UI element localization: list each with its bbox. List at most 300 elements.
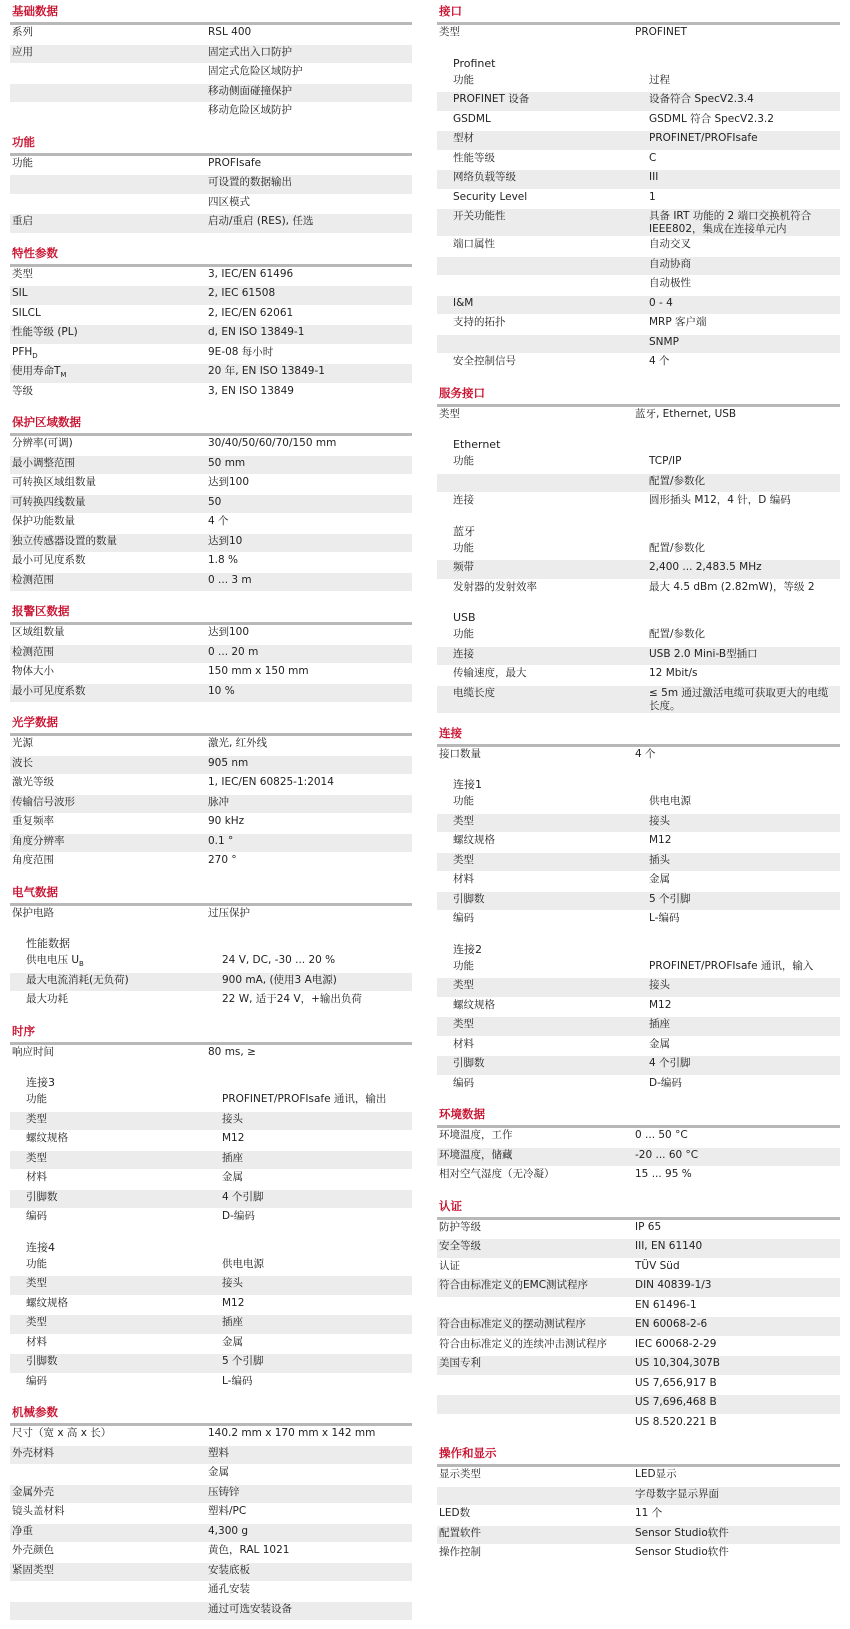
- spec-key-text: 材料: [453, 1037, 474, 1050]
- spec-row: [437, 541, 840, 560]
- spec-value: III, EN 61140: [633, 1239, 840, 1259]
- spec-key-text: 外壳材料: [12, 1446, 54, 1459]
- spec-key-subscript: B: [79, 960, 84, 969]
- spec-key: [437, 1278, 633, 1298]
- spec-key: [437, 493, 647, 513]
- spec-key-text: 等级: [12, 384, 33, 397]
- spec-key-text: 网络负载等级: [453, 171, 516, 183]
- spec-value: SNMP: [647, 334, 840, 354]
- spec-value: III: [647, 170, 840, 190]
- spec-key: [437, 170, 647, 190]
- spec-key: [10, 325, 206, 345]
- spec-row: [437, 1167, 840, 1187]
- spec-value: 4 个: [206, 514, 412, 534]
- spec-value: 2, IEC/EN 62061: [206, 305, 412, 325]
- spec-key: [437, 209, 647, 237]
- spec-key: [10, 1315, 220, 1335]
- spec-row: [10, 1131, 412, 1151]
- spec-row: [437, 1486, 840, 1506]
- spec-key-text: 类型: [26, 1277, 47, 1289]
- spec-row: [437, 1017, 840, 1037]
- spec-row: [10, 853, 412, 873]
- spec-key: [437, 1375, 633, 1395]
- spec-row: [437, 997, 840, 1017]
- spec-key: [10, 286, 206, 306]
- section-机械参数: [10, 1401, 412, 1621]
- spec-key-subscript: M: [60, 371, 67, 380]
- section-保护区域数据: [10, 411, 412, 592]
- spec-table: [10, 436, 412, 592]
- spec-value: M12: [647, 833, 840, 853]
- spec-key: [437, 1017, 647, 1037]
- spec-row: [437, 237, 840, 257]
- spec-value: -20 ... 60 °C: [633, 1147, 840, 1167]
- spec-row: [10, 1209, 412, 1229]
- spec-row: [10, 1189, 412, 1209]
- spec-key: [10, 156, 206, 175]
- spec-value: IEC 60068-2-29: [633, 1336, 840, 1356]
- spec-value: PROFIsafe: [206, 156, 412, 175]
- spec-key: [437, 25, 633, 44]
- spec-key-text: 供电电压 U: [26, 954, 80, 966]
- spec-key-text: 可转换四线数量: [12, 495, 86, 508]
- spec-row: [10, 514, 412, 534]
- spec-row: [10, 44, 412, 64]
- spec-key: [10, 1189, 220, 1209]
- spec-value: PROFINET/PROFIsafe 通讯，输出: [220, 1092, 412, 1111]
- spec-key: [437, 454, 647, 473]
- spec-key: [10, 1562, 206, 1582]
- spec-row: [10, 1111, 412, 1131]
- spec-value: PROFINET/PROFIsafe 通讯，输入: [647, 959, 840, 978]
- spec-value: 2,400 ... 2,483.5 MHz: [647, 560, 840, 580]
- spec-value: 塑料: [206, 1445, 412, 1465]
- spec-key: [10, 664, 206, 684]
- spec-row: [10, 1543, 412, 1563]
- spec-row: [10, 1170, 412, 1190]
- spec-row: [10, 494, 412, 514]
- spec-key: [10, 1543, 206, 1563]
- spec-key-text: Security Level: [453, 190, 528, 203]
- spec-key-text: 类型: [26, 1151, 47, 1164]
- spec-key-text: 独立传感器设置的数量: [12, 534, 117, 547]
- spec-key: [10, 1295, 220, 1315]
- spec-key: [437, 473, 647, 493]
- section-环境数据: [437, 1103, 840, 1187]
- spec-value: L-编码: [220, 1373, 412, 1393]
- spec-value: 圆形插头 M12，4 针，D 编码: [647, 493, 840, 513]
- spec-key-text: 类型: [453, 979, 474, 991]
- spec-key: [437, 1220, 633, 1239]
- spec-value: 270 °: [206, 853, 412, 873]
- spec-key: [10, 572, 206, 592]
- spec-key-text: 功能: [453, 455, 474, 467]
- spec-key-text: 连接: [453, 494, 474, 506]
- spec-value: RSL 400: [206, 25, 412, 44]
- spec-value: 4,300 g: [206, 1523, 412, 1543]
- spec-value: 30/40/50/60/70/150 mm: [206, 436, 412, 455]
- spec-value: DIN 40839-1/3: [633, 1278, 840, 1298]
- spec-key-text: 净重: [12, 1524, 33, 1537]
- spec-table: [437, 407, 840, 427]
- section-title: 功能: [10, 131, 412, 156]
- spec-value: 脉冲: [206, 794, 412, 814]
- spec-key-text: 配置软件: [439, 1526, 481, 1539]
- spec-key-text: 性能等级 (PL): [12, 326, 78, 338]
- spec-row: [437, 1297, 840, 1317]
- subsection-table: [10, 1092, 412, 1229]
- section-title: 机械参数: [10, 1401, 412, 1426]
- subsection-title: 连接3: [26, 1076, 55, 1089]
- spec-key-text: 环境温度，储藏: [439, 1148, 513, 1161]
- spec-key: [10, 794, 206, 814]
- subsection-table: [10, 953, 412, 1012]
- spec-key-text: 角度分辨率: [12, 834, 65, 847]
- spec-key: [10, 775, 206, 795]
- spec-key-text: 紧固类型: [12, 1563, 54, 1576]
- spec-row: [437, 978, 840, 998]
- section-认证: [437, 1195, 840, 1435]
- spec-value: L-编码: [647, 911, 840, 931]
- spec-value: 达到100: [206, 475, 412, 495]
- spec-row: [437, 1220, 840, 1239]
- spec-key: [10, 625, 206, 644]
- spec-key-text: 型材: [453, 132, 474, 144]
- spec-key-text: 最小可见度系数: [12, 684, 86, 697]
- spec-key-text: PFH: [12, 345, 33, 358]
- spec-key: [10, 533, 206, 553]
- spec-row: [10, 1562, 412, 1582]
- spec-value: 四区模式: [206, 194, 412, 214]
- spec-key: [10, 953, 220, 972]
- spec-key-text: 功能: [453, 959, 474, 972]
- spec-key-text: 安全等级: [439, 1240, 481, 1252]
- spec-row: [437, 189, 840, 209]
- spec-key-text: 引脚数: [453, 892, 485, 905]
- spec-value: 22 W, 适于24 V，+输出负荷: [220, 992, 412, 1012]
- spec-row: [437, 794, 840, 813]
- spec-row: [437, 295, 840, 315]
- spec-table: [10, 156, 412, 234]
- spec-key-text: 编码: [453, 912, 474, 924]
- spec-key-text: 功能: [453, 73, 474, 86]
- spec-key-text: 功能: [26, 1093, 47, 1105]
- spec-key: [10, 553, 206, 573]
- spec-value: d, EN ISO 13849-1: [206, 325, 412, 345]
- section-title: 接口: [437, 0, 840, 25]
- spec-key: [10, 455, 206, 475]
- spec-key-text: 功能: [26, 1257, 47, 1270]
- spec-key-text: 类型: [26, 1112, 47, 1125]
- spec-key-text: 功能: [453, 628, 474, 640]
- spec-value: 达到10: [206, 533, 412, 553]
- spec-key: [10, 44, 206, 64]
- spec-value: US 8.520.221 B: [633, 1414, 840, 1434]
- spec-row: [437, 1395, 840, 1415]
- spec-key-text: 光源: [12, 737, 33, 749]
- spec-key-text: 最小可见度系数: [12, 554, 86, 566]
- section-特性参数: [10, 242, 412, 404]
- spec-key-text: 防护等级: [439, 1220, 481, 1233]
- spec-value: 1.8 %: [206, 553, 412, 573]
- spec-value: IP 65: [633, 1220, 840, 1239]
- spec-key-text: 类型: [453, 853, 474, 866]
- spec-key-text: 电缆长度: [453, 686, 495, 699]
- spec-row: [437, 1375, 840, 1395]
- spec-value: 金属: [647, 872, 840, 892]
- spec-value: 配置/参数化: [647, 473, 840, 493]
- spec-key-text: 安全控制信号: [453, 355, 516, 367]
- spec-key: [10, 683, 206, 703]
- spec-key: [437, 794, 647, 813]
- spec-value: 达到100: [206, 625, 412, 644]
- spec-value: MRP 客户端: [647, 315, 840, 335]
- spec-key: [437, 1545, 633, 1565]
- spec-row: [437, 25, 840, 44]
- spec-key: [437, 685, 647, 713]
- spec-value: 通孔安装: [206, 1582, 412, 1602]
- spec-key: [10, 814, 206, 834]
- spec-key-text: 材料: [453, 873, 474, 885]
- spec-key: [10, 364, 206, 384]
- subsection-title: 性能数据: [26, 937, 70, 950]
- spec-row: [437, 354, 840, 374]
- spec-value: 905 nm: [206, 755, 412, 775]
- spec-row: [437, 1525, 840, 1545]
- section-基础数据: [10, 0, 412, 123]
- spec-row: [10, 1276, 412, 1296]
- subsection-title: 连接4: [26, 1240, 55, 1254]
- spec-value: 0 - 4: [647, 295, 840, 315]
- spec-key-text: 发射器的发射效率: [453, 580, 537, 593]
- spec-row: [10, 325, 412, 345]
- spec-row: [437, 1239, 840, 1259]
- spec-key: [437, 911, 647, 931]
- spec-key: [437, 1056, 647, 1076]
- spec-value: 50 mm: [206, 455, 412, 475]
- spec-value: 3, IEC/EN 61496: [206, 267, 412, 286]
- spec-value: 4 个引脚: [647, 1056, 840, 1076]
- spec-key: [437, 1075, 647, 1095]
- spec-value: 11 个: [633, 1506, 840, 1526]
- spec-row: [437, 646, 840, 666]
- spec-value: 自动协商: [647, 256, 840, 276]
- spec-row: [437, 872, 840, 892]
- spec-row: [10, 383, 412, 403]
- spec-row: [10, 156, 412, 175]
- spec-key: [437, 1128, 633, 1147]
- section-title: 保护区域数据: [10, 411, 412, 436]
- spec-row: [437, 493, 840, 513]
- spec-key-text: PROFINET 设备: [453, 93, 530, 105]
- spec-key: [437, 276, 647, 296]
- spec-value: LED显示: [633, 1467, 840, 1486]
- spec-key: [10, 736, 206, 755]
- spec-key-text: 符合由标准定义的摆动测试程序: [439, 1318, 586, 1330]
- spec-key: [10, 1131, 220, 1151]
- spec-key: [437, 131, 647, 151]
- spec-key-text: 螺纹规格: [26, 1296, 68, 1309]
- spec-row: [437, 959, 840, 978]
- spec-key: [437, 666, 647, 686]
- spec-value: 启动/重启 (RES), 任选: [206, 214, 412, 234]
- spec-key: [437, 73, 647, 92]
- spec-key-text: 编码: [26, 1374, 47, 1387]
- spec-row: [10, 25, 412, 44]
- spec-row: [437, 131, 840, 151]
- spec-key-text: I&M: [453, 296, 474, 309]
- section-连接: [437, 722, 840, 1096]
- spec-key: [437, 541, 647, 560]
- spec-key: [437, 237, 647, 257]
- spec-value: 插座: [220, 1315, 412, 1335]
- spec-key-text: 频带: [453, 561, 474, 573]
- spec-key-text: 使用寿命T: [12, 365, 61, 377]
- subsection-title: 连接1: [453, 778, 482, 791]
- spec-value: 4 个: [633, 747, 840, 766]
- spec-value: 900 mA, (使用3 A电源): [220, 972, 412, 992]
- section-服务接口: [437, 382, 840, 714]
- spec-key: [10, 992, 220, 1012]
- spec-key-text: 螺纹规格: [26, 1132, 68, 1144]
- spec-key: [10, 1111, 220, 1131]
- spec-row: [10, 664, 412, 684]
- spec-row: [437, 852, 840, 872]
- spec-key: [10, 906, 206, 925]
- spec-value: US 7,696,468 B: [633, 1395, 840, 1415]
- spec-key: [437, 627, 647, 646]
- spec-key-text: 最大功耗: [26, 993, 68, 1005]
- spec-row: [10, 1445, 412, 1465]
- spec-row: [10, 175, 412, 195]
- spec-key-text: 编码: [453, 1076, 474, 1089]
- spec-value: M12: [220, 1295, 412, 1315]
- spec-key: [10, 755, 206, 775]
- spec-row: [437, 579, 840, 599]
- spec-value: 安装底板: [206, 1562, 412, 1582]
- spec-key: [437, 813, 647, 833]
- spec-value: PROFINET/PROFIsafe: [647, 131, 840, 151]
- spec-value: ≤ 5m 通过激活电缆可获取更大的电缆长度。: [647, 685, 840, 713]
- spec-value: TCP/IP: [647, 454, 840, 473]
- spec-key: [437, 92, 647, 112]
- section-title: 报警区数据: [10, 600, 412, 625]
- spec-value: EN 60068-2-6: [633, 1317, 840, 1337]
- spec-key: [437, 560, 647, 580]
- spec-key-text: 检测范围: [12, 645, 54, 658]
- spec-key: [437, 852, 647, 872]
- spec-key-text: 尺寸（宽 x 高 x 长）: [12, 1427, 112, 1439]
- spec-value: 插座: [647, 1017, 840, 1037]
- spec-key-text: 分辨率(可调): [12, 437, 73, 449]
- spec-key: [437, 579, 647, 599]
- spec-key-text: SIL: [12, 287, 28, 299]
- spec-table: [10, 25, 412, 123]
- spec-row: [10, 1373, 412, 1393]
- spec-key: [10, 1170, 220, 1190]
- spec-value: 过程: [647, 73, 840, 92]
- spec-key: [10, 1582, 206, 1602]
- spec-key: [10, 1354, 220, 1374]
- spec-value: 15 ... 95 %: [633, 1167, 840, 1187]
- spec-row: [10, 1484, 412, 1504]
- spec-row: [10, 103, 412, 123]
- spec-row: [437, 685, 840, 713]
- spec-value: 配置/参数化: [647, 627, 840, 646]
- spec-key: [437, 1147, 633, 1167]
- subsection-table: [437, 959, 840, 1096]
- spec-value: 固定式危险区域防护: [206, 64, 412, 84]
- spec-key-text: 支持的拓扑: [453, 316, 506, 328]
- spec-key: [437, 872, 647, 892]
- spec-row: [10, 286, 412, 306]
- spec-value: 塑料/PC: [206, 1504, 412, 1524]
- spec-key: [437, 334, 647, 354]
- spec-key-text: 相对空气湿度（无冷凝）: [439, 1168, 555, 1180]
- spec-value: 移动侧面碰撞保护: [206, 83, 412, 103]
- spec-row: [10, 1257, 412, 1276]
- spec-key: [10, 1092, 220, 1111]
- spec-value: 供电电源: [647, 794, 840, 813]
- spec-key: [437, 997, 647, 1017]
- spec-row: [10, 572, 412, 592]
- spec-key-text: 可转换区域组数量: [12, 476, 96, 488]
- spec-key-text: 引脚数: [453, 1057, 485, 1069]
- section-title: 光学数据: [10, 711, 412, 736]
- spec-key: [437, 891, 647, 911]
- section-title: 连接: [437, 722, 840, 747]
- spec-value: 4 个: [647, 354, 840, 374]
- spec-value: 压铸锌: [206, 1484, 412, 1504]
- spec-row: [10, 83, 412, 103]
- spec-row: [10, 1150, 412, 1170]
- spec-row: [10, 1465, 412, 1485]
- subsection-table: [437, 541, 840, 600]
- spec-row: [10, 992, 412, 1012]
- spec-key-text: 接口数量: [439, 747, 481, 760]
- spec-key: [10, 436, 206, 455]
- spec-key-text: 金属外壳: [12, 1485, 54, 1498]
- spec-key: [437, 833, 647, 853]
- spec-row: [10, 906, 412, 925]
- spec-key: [10, 305, 206, 325]
- subsection-title: USB: [453, 611, 476, 624]
- spec-key-text: 保护电路: [12, 906, 54, 919]
- subsection-table: [437, 454, 840, 513]
- spec-row: [437, 315, 840, 335]
- spec-row: [437, 473, 840, 493]
- spec-key-text: 连接: [453, 647, 474, 660]
- spec-key-text: 类型: [439, 26, 460, 38]
- spec-table: [437, 1467, 840, 1565]
- spec-table: [10, 906, 412, 926]
- spec-value: 金属: [220, 1334, 412, 1354]
- spec-key-text: 传输速度，最大: [453, 667, 527, 679]
- spec-key-text: 材料: [26, 1171, 47, 1183]
- spec-row: [437, 73, 840, 92]
- section-报警区数据: [10, 600, 412, 703]
- spec-key: [10, 1465, 206, 1485]
- spec-value: US 7,656,917 B: [633, 1375, 840, 1395]
- spec-row: [437, 1506, 840, 1526]
- spec-key: [10, 972, 220, 992]
- spec-key: [10, 267, 206, 286]
- spec-value: 金属: [206, 1465, 412, 1485]
- spec-key: [437, 646, 647, 666]
- spec-row: [437, 1467, 840, 1486]
- spec-row: [10, 305, 412, 325]
- spec-value: 5 个引脚: [220, 1354, 412, 1374]
